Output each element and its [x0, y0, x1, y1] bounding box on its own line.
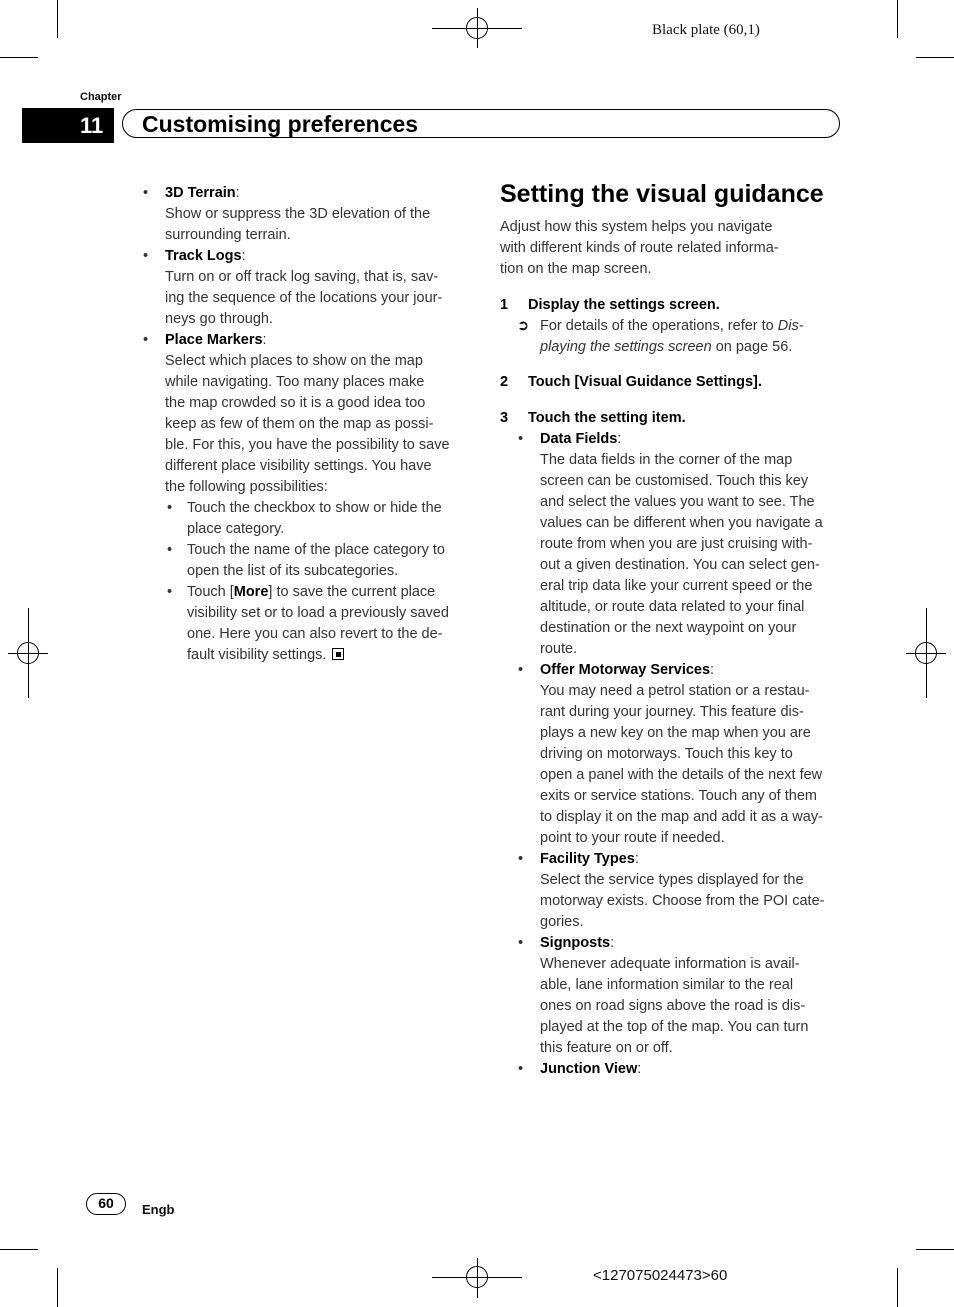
crop-mark [897, 0, 898, 38]
registration-mark [466, 17, 488, 39]
crop-mark [916, 57, 954, 58]
chapter-number: 11 [22, 108, 114, 143]
page-number: 60 [86, 1193, 126, 1215]
language-code: Engb [142, 1202, 175, 1217]
chapter-title: Customising preferences [142, 111, 419, 137]
bullet-icon: • [518, 851, 524, 867]
sub-item: • Touch the checkbox to show or hide the place category. [167, 500, 442, 537]
right-column [500, 217, 850, 1080]
item-signposts: • Signposts: Whenever adequate information is avail- able, lane information similar to the real ones on road signs above the road is dis- played at the top of the map. You can turn this feature on or off. [518, 935, 809, 1056]
chapter-label: Chapter [80, 91, 122, 103]
crop-mark [0, 1249, 38, 1250]
bullet-icon: • [167, 542, 173, 558]
crop-mark [57, 0, 58, 38]
bullet-icon: • [518, 1061, 524, 1077]
item-facility-types: • Facility Types: Select the service types displayed for the motorway exists. Choose from the POI cate- gories. [518, 851, 825, 930]
bullet-icon: • [518, 662, 524, 678]
end-mark-icon [332, 648, 344, 660]
bullet-icon: • [167, 500, 173, 516]
bullet-icon: • [518, 935, 524, 951]
item-junction-view: • Junction View: [500, 1059, 850, 1080]
sub-item: • Touch the name of the place category to open the list of its subcategories. [167, 542, 445, 579]
crop-mark [897, 1268, 898, 1307]
reference-note: ➲ For details of the operations, refer to Dis- playing the settings screen on page 56. [517, 318, 804, 355]
registration-mark [915, 642, 937, 664]
registration-mark [466, 1266, 488, 1288]
section-heading: Setting the visual guidance [500, 180, 824, 208]
plate-label: Black plate (60,1) [652, 22, 760, 38]
bullet-icon: • [143, 248, 149, 264]
bullet-icon: • [143, 332, 149, 348]
item-track-logs: Track Logs: [165, 248, 246, 264]
bullet-icon: • [143, 185, 149, 201]
crop-mark [57, 1268, 58, 1307]
item-motorway-services: • Offer Motorway Services: You may need a petrol station or a restau- rant during your journey. This feature dis- plays a new key on the map when you are driving on motorways. Touch this key to open a panel with the details of the next few exits or service stations. Touch any of them to display it on the map and add it as a way- point to your route if needed. [518, 662, 823, 846]
bullet-icon: • [518, 431, 524, 447]
document-code: <127075024473>60 [593, 1267, 728, 1284]
item-place-markers: Place Markers: [165, 332, 267, 348]
intro-paragraph: Adjust how this system helps you navigate with different kinds of route related informa- tion on the map screen. [500, 219, 779, 277]
sub-item: • Touch [More] to save the current place visibility set or to load a previously saved one. Here you can also revert to the de- fault visibility settings. [167, 584, 449, 663]
item-data-fields: • Data Fields: The data fields in the corner of the map screen can be customised. Touch this key and select the values you want to see. The values can be different when you navigate a route from when you are just cruising with- out a given destination. You can select gen- eral trip data like your current speed or the altitude, or route data related to your final destination or the next waypoint on your route. [518, 431, 823, 657]
step-3: 3 Touch the setting item. [500, 410, 686, 426]
step-2: 2 Touch [Visual Guidance Settings]. [500, 374, 762, 390]
bullet-icon: • [167, 584, 173, 600]
crop-mark [916, 1249, 954, 1250]
item-3d-terrain: 3D Terrain: [165, 185, 240, 201]
step-1: 1 Display the settings screen. [500, 297, 720, 313]
left-column: • 3D Terrain: Show or suppress the 3D elevation of the surrounding terrain. • Track Logs: Turn on or off track log saving, that is, sav- ing the sequence of the locations your jour- neys go through. • Place Markers: Select which places to show on the map while navigating. Too many places make the map crowded so it is a good idea too keep as few of them on the map as possi- ble. For this, you have the possibility to save different place visibility settings. You have the following possibilities: • Touch the checkbox to show or hide the place category. • Touch the name of the place category to open the list of its subcategories. • Touch [More] to save the current place visibility set or to load a previously saved one. Here you can also revert to the de- fault visibility settings. [140, 183, 470, 666]
registration-mark [17, 642, 39, 664]
arrow-icon: ➲ [517, 318, 530, 334]
crop-mark [0, 57, 38, 58]
